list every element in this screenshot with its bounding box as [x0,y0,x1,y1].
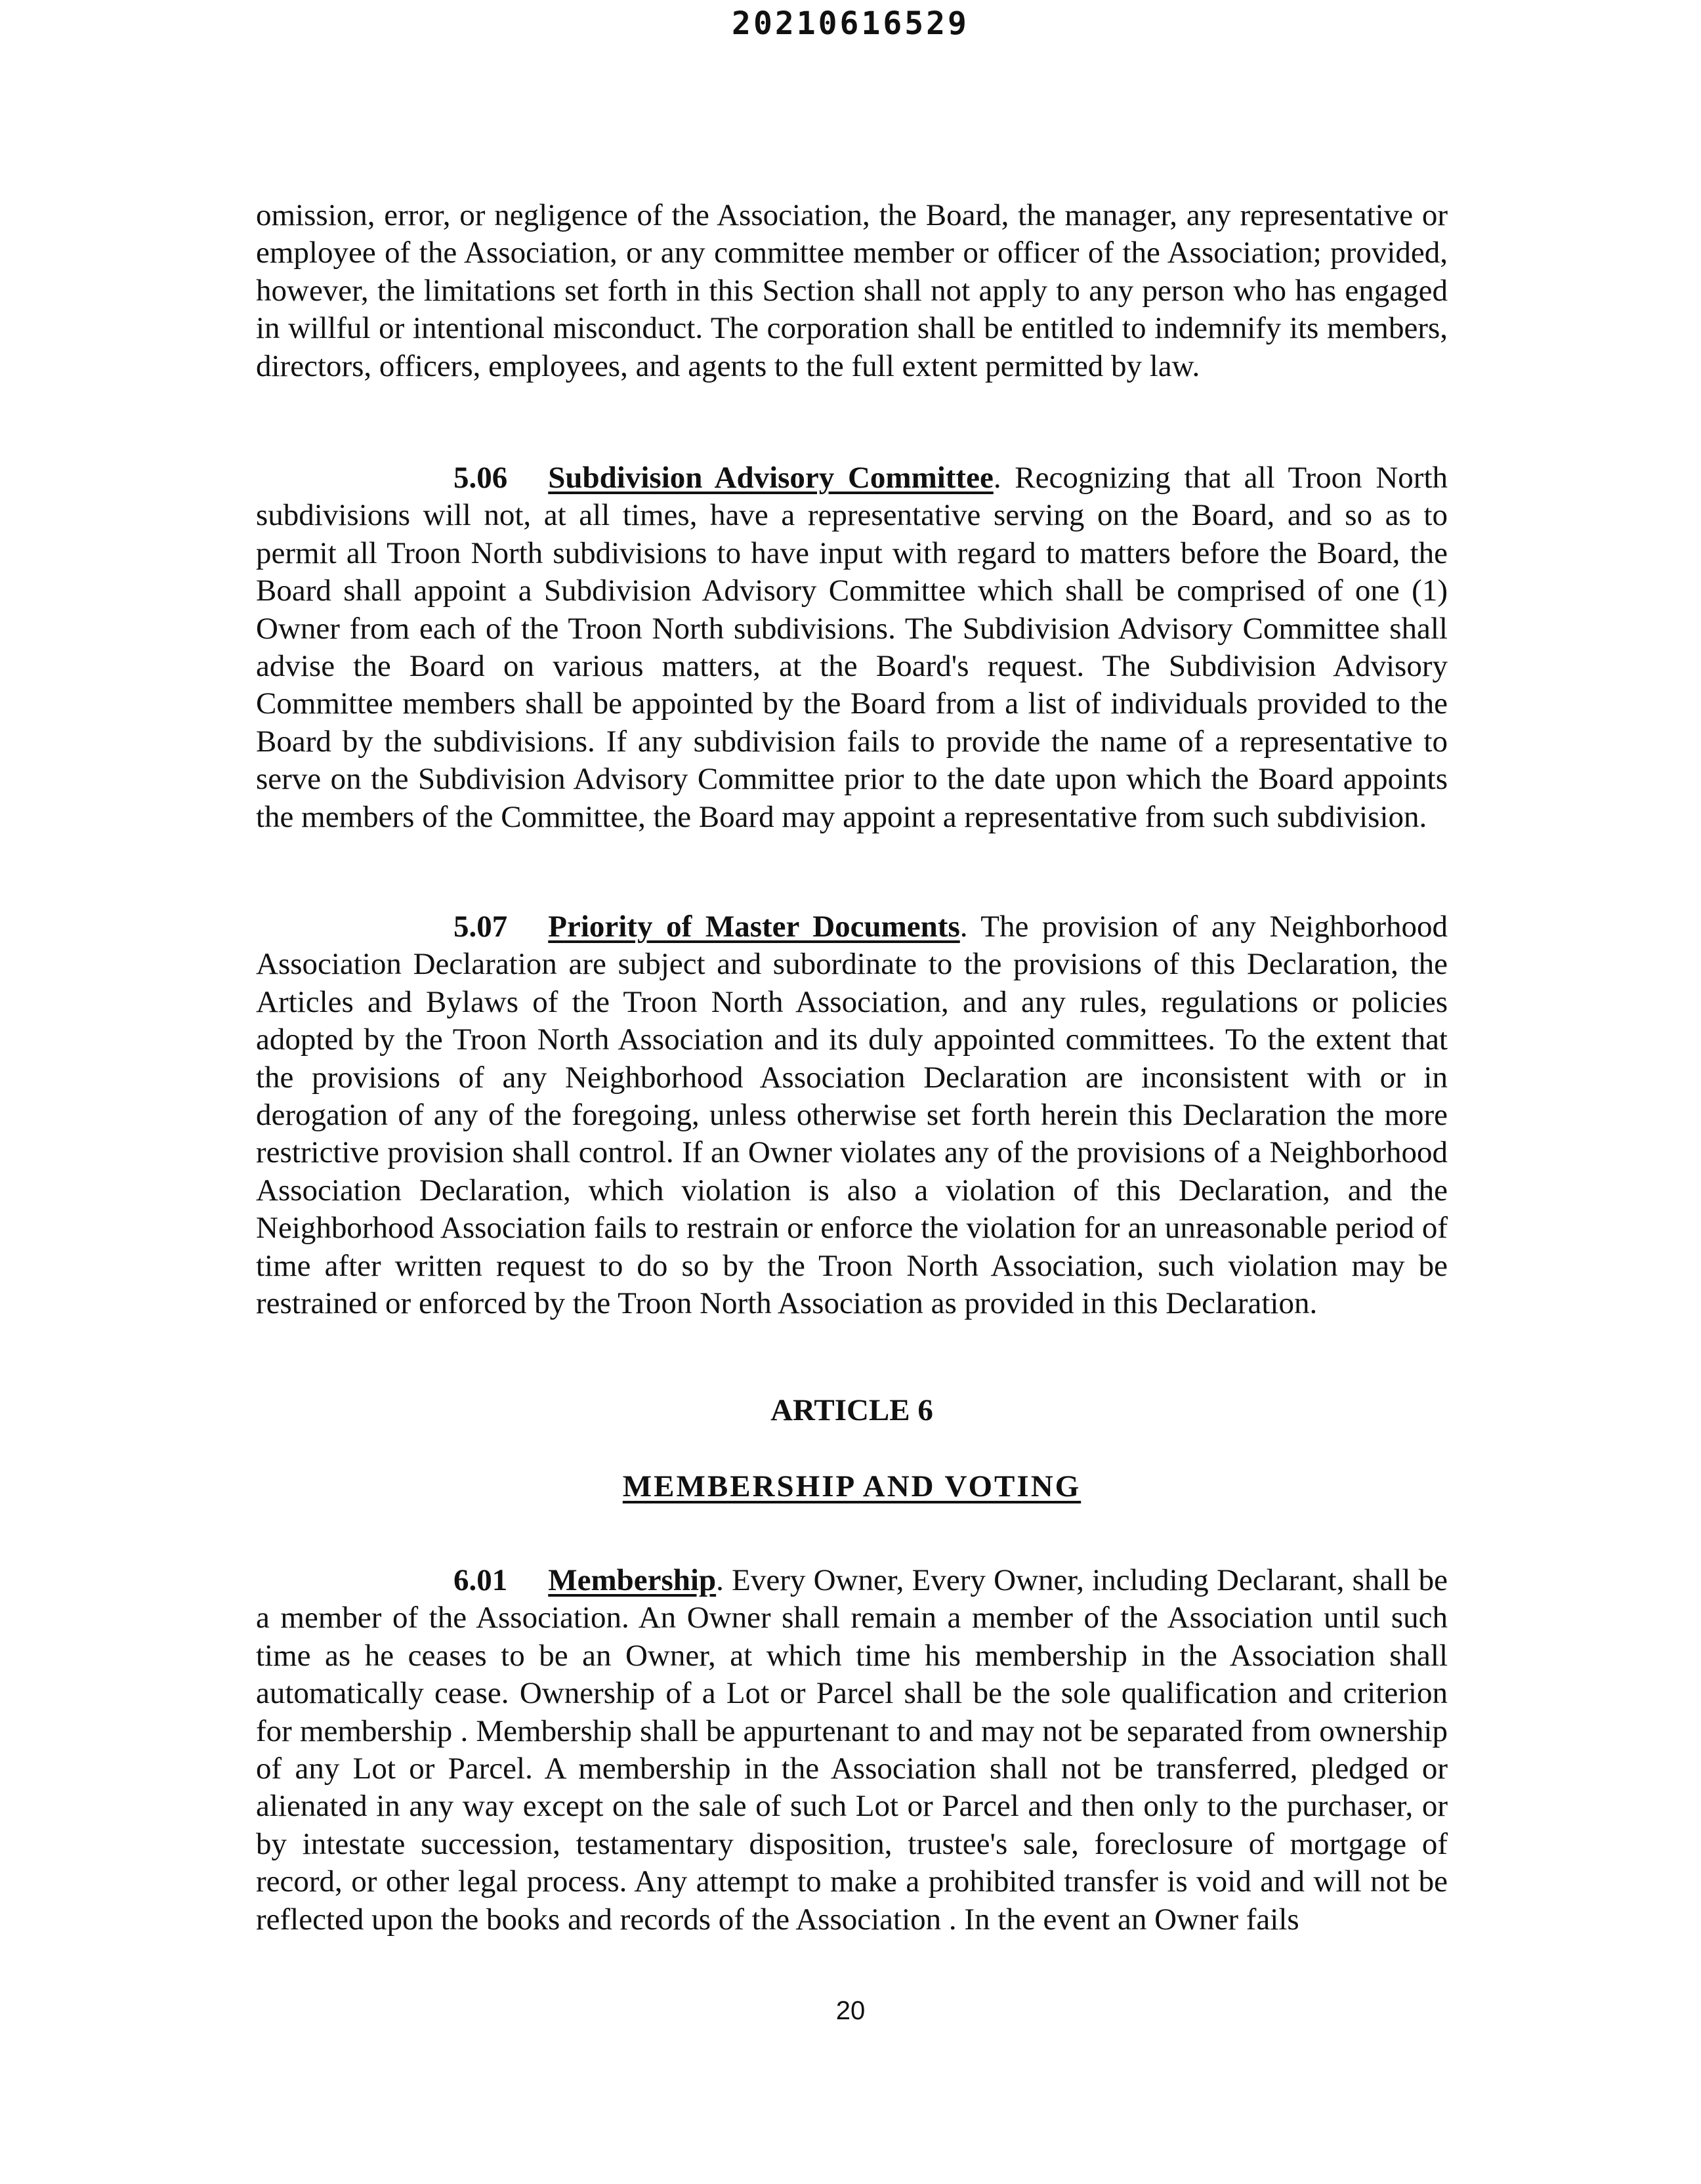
document-number: 20210616529 [732,5,969,42]
continuation-text: omission, error, or negligence of the Association, the Board, the manager, any representative or employee of the Association, or any committee member or officer of the Association; provided, however, the limitations set forth in this Section shall not apply to any person who has engaged in willful or intentional misconduct. The corporation shall be entitled to indemnify its members, directors, officers, employees, and agents to the full extent permitted by law. [256,198,1448,383]
section-5-06-body: . Recognizing that all Troon North subdivisions will not, at all times, have a representative serving on the Board, and so as to permit all Troon North subdivisions to have input with regard to matters before the Board, the Board shall appoint a Subdivision Advisory Committee which shall be comprised of one (1) Owner from each of the Troon North subdivisions. The Subdivision Advisory Committee shall advise the Board on various matters, at the Board's request. The Subdivision Advisory Committee members shall be appointed by the Board from a list of individuals provided to the Board by the subdivisions. If any subdivision fails to provide the name of a representative to serve on the Subdivision Advisory Committee prior to the date upon which the Board appoints the members of the Committee, the Board may appoint a representative from such subdivision. [256,461,1448,834]
continuation-paragraph [256,197,1448,385]
section-6-01-body: . Every Owner, Every Owner, including Declarant, shall be a member of the Association. An Owner shall remain a member of the Association until such time as he ceases to be an Owner, at which time his membership in the Association shall automatically cease. Ownership of a Lot or Parcel shall be the sole qualification and criterion for membership . Membership shall be appurtenant to and may not be separated from ownership of any Lot or Parcel. A membership in the Association shall not be transferred, pledged or alienated in any way except on the sale of such Lot or Parcel and then only to the purchaser, or by intestate succession, testamentary disposition, trustee's sale, foreclosure of mortgage of record, or other legal process. Any attempt to make a prohibited transfer is void and will not be reflected upon the books and records of the Association . In the event an Owner fails [256,1563,1448,1937]
section-5-06-title: Subdivision Advisory Committee [548,461,994,495]
section-5-07-body: . The provision of any Neighborhood Association Declaration are subject and subordinate to the provisions of this Declaration, the Articles and Bylaws of the Troon North Association, and any rules, regulations or policies adopted by the Troon North Association and its duly appointed committees. To the extent that the provisions of any Neighborhood Association Declaration are inconsistent with or in derogation of any of the foregoing, unless otherwise set forth herein this Declaration the more restrictive provision shall control. If an Owner violates any of the provisions of a Neighborhood Association Declaration, which violation is also a violation of this Declaration, and the Neighborhood Association fails to restrain or enforce the violation for an unreasonable period of time after written request to do so by the Troon North Association, such violation may be restrained or enforced by the Troon North Association as provided in this Declaration. [256,910,1448,1321]
section-5-06 [256,459,1448,836]
section-5-07-number: 5.07 [453,910,508,944]
section-5-06-number: 5.06 [453,461,508,495]
section-6-01 [256,1562,1448,1939]
article-title-text: MEMBERSHIP AND VOTING [622,1469,1082,1503]
article-title [256,1468,1448,1505]
section-5-06-paragraph [256,459,1448,836]
section-5-07-title: Priority of Master Documents [548,910,960,944]
section-5-07-paragraph [256,908,1448,1322]
section-6-01-title: Membership [548,1563,717,1597]
section-6-01-paragraph [256,1562,1448,1939]
section-6-01-number: 6.01 [453,1563,508,1597]
article-label: ARTICLE 6 [770,1393,933,1427]
page-number: 20 [835,1996,866,2025]
section-5-07 [256,908,1448,1322]
